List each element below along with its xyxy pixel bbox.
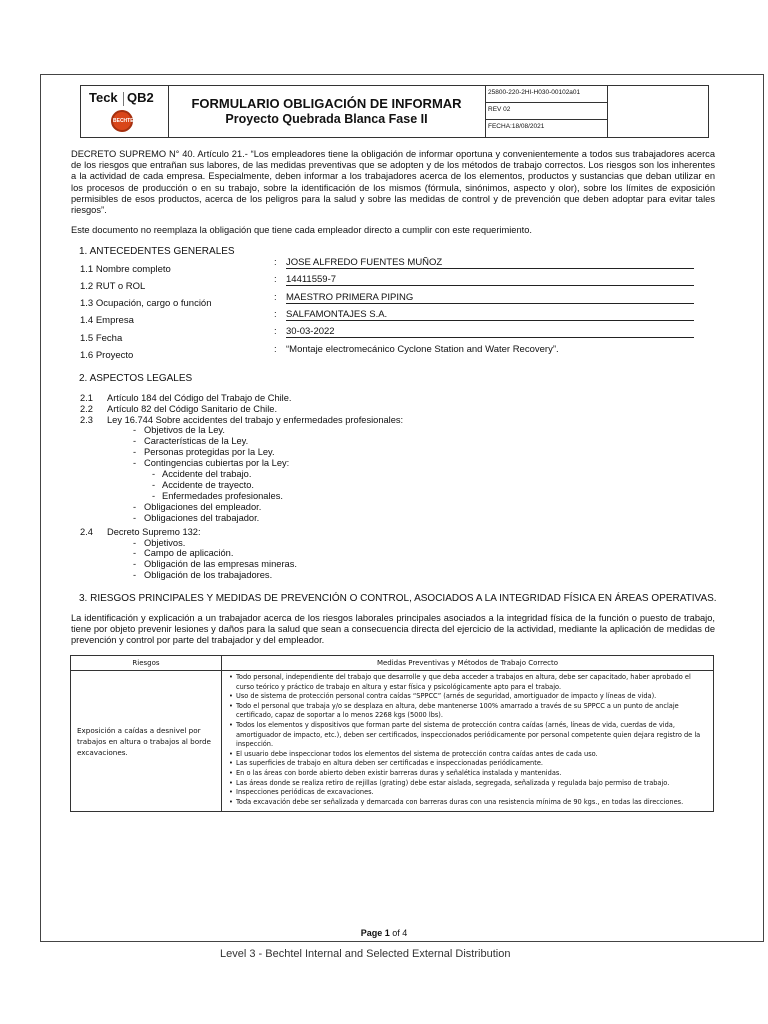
col-medidas: Medidas Preventivas y Métodos de Trabajo Correcto xyxy=(222,656,714,671)
legal-item: Decreto Supremo 132: xyxy=(107,527,201,537)
field-label: 1.5 Fecha xyxy=(80,333,123,344)
field-value-cargo: MAESTRO PRIMERA PIPING xyxy=(286,292,694,304)
document-subtitle: Proyecto Quebrada Blanca Fase II xyxy=(225,112,428,126)
legal-item: Artículo 184 del Código del Trabajo de Chile. xyxy=(107,393,292,403)
dash-bullet: - xyxy=(133,548,137,558)
title-cell xyxy=(168,86,486,137)
qb2-logo: QB2 xyxy=(127,90,154,105)
list-item: Personas protegidas por la Ley. xyxy=(144,447,275,457)
dash-bullet: - xyxy=(152,469,156,479)
decreto-paragraph: DECRETO SUPREMO N° 40. Artículo 21.- “Los empleadores tiene la obligación de informar oportuna y convenientemente a todos sus trabajadores acerca de los riesgos que entrañan sus labores, de las medidas preventivas que se adopten y de los métodos de trabajo correctos. Los riesgos son los inherentes a la actividad de cada empresa. Especialmente, deben informar a los trabajadores acerca de los elementos, productos y sustancias que deban utilizar en los procesos de producción o en su trabajo, sobre la identificación de los mismos (fórmula, sinónimos, aspecto y olor), sobre los límites de exposición permisibles de esos productos, acerca de los peligros para la salud y sobre las medidas de control y de prevención que deben adoptar para evitar tales riesgos”. xyxy=(71,149,715,216)
field-label: 1.3 Ocupación, cargo o función xyxy=(80,298,212,309)
field-value-proyecto: “Montaje electromecánico Cyclone Station and Water Recovery”. xyxy=(286,344,559,355)
list-item: Enfermedades profesionales. xyxy=(162,491,283,501)
dash-bullet: - xyxy=(133,538,137,548)
item-number: 2.3 xyxy=(80,415,93,425)
document-title: FORMULARIO OBLIGACIÓN DE INFORMAR xyxy=(191,96,462,111)
table-header-row xyxy=(71,656,714,671)
field-colon: : xyxy=(274,309,277,320)
dash-bullet: - xyxy=(133,559,137,569)
document-header xyxy=(80,85,709,138)
doc-date: FECHA:18/08/2021 xyxy=(488,123,545,130)
field-colon: : xyxy=(274,292,277,303)
page-word: Page xyxy=(360,928,383,938)
list-item: Características de la Ley. xyxy=(144,436,249,446)
list-item: Contingencias cubiertas por la Ley: xyxy=(144,458,290,468)
list-item: Objetivos de la Ley. xyxy=(144,425,225,435)
page-footer xyxy=(0,928,768,938)
dash-bullet: - xyxy=(152,480,156,490)
logo-cell xyxy=(81,86,169,137)
list-item: Accidente de trayecto. xyxy=(162,480,254,490)
field-colon: : xyxy=(274,344,277,355)
list-item: Objetivos. xyxy=(144,538,186,548)
field-label: 1.1 Nombre completo xyxy=(80,264,171,275)
page-total: of 4 xyxy=(392,928,408,938)
measure-item: • Las áreas donde se realiza retiro de rejillas (grating) debe estar aislada, segregada, señalizada y regulada bajo permiso de trabajo. xyxy=(230,779,709,789)
measure-item: • Inspecciones periódicas de excavaciones. xyxy=(230,788,709,798)
item-number: 2.4 xyxy=(80,527,93,537)
riesgos-intro: La identificación y explicación a un trabajador acerca de los riesgos laborales principales asociados a la integridad física de la función o puesto de trabajo, tiene por objeto prevenir lesiones y daños para la salud que sean a consecuencia directa del ejercicio de la actividad, mediante la aplicación de medidas de prevención y control por parte del trabajador y del empleador. xyxy=(71,613,715,646)
legal-item: Artículo 82 del Código Sanitario de Chile. xyxy=(107,404,278,414)
list-item: Obligación de las empresas mineras. xyxy=(144,559,297,569)
field-value-fecha: 30-03-2022 xyxy=(286,326,694,338)
field-value-empresa: SALFAMONTAJES S.A. xyxy=(286,309,694,321)
dash-bullet: - xyxy=(133,425,137,435)
list-item: Campo de aplicación. xyxy=(144,548,234,558)
dash-bullet: - xyxy=(133,513,137,523)
measures-list xyxy=(222,671,713,811)
nota-paragraph: Este documento no reemplaza la obligación que tiene cada empleador directo a cumplir con este requerimiento. xyxy=(71,225,532,235)
field-colon: : xyxy=(274,326,277,337)
dash-bullet: - xyxy=(133,502,137,512)
logo-separator xyxy=(123,92,124,106)
bechtel-seal-icon: BECHTEL xyxy=(111,110,133,132)
field-colon: : xyxy=(274,257,277,268)
list-item: Obligación de los trabajadores. xyxy=(144,570,273,580)
legal-item: Ley 16.744 Sobre accidentes del trabajo y enfermedades profesionales: xyxy=(107,415,404,425)
item-number: 2.1 xyxy=(80,393,93,403)
measure-item: • Las superficies de trabajo en altura deben ser certificadas e inspeccionadas periódicamente. xyxy=(230,759,709,769)
measure-item: • Todos los elementos y dispositivos que forman parte del sistema de protección contra caídas (arnés, líneas de vida, cuerdas de vida, amortiguador de impacto, etc.), deben ser certificados, inspeccionados periódicamente por personal competente quien dejara registro de la inspección. xyxy=(230,721,709,750)
revision: REV 02 xyxy=(485,103,607,120)
list-item: Obligaciones del trabajador. xyxy=(144,513,260,523)
measure-item: • El usuario debe inspeccionar todos los elementos del sistema de protección contra caídas antes de cada uso. xyxy=(230,750,709,760)
field-value-rut: 14411559-7 xyxy=(286,274,694,286)
measure-item: • Todo el personal que trabaja y/o se desplaza en altura, debe mantenerse 100% amarrado a través de su SPPCC a un punto de anclaje certificado, capaz de soportar a lo menos 2268 kgs (5000 lbs). xyxy=(230,702,709,721)
field-label: 1.4 Empresa xyxy=(80,315,134,326)
field-label: 1.2 RUT o ROL xyxy=(80,281,146,292)
risk-cell: Exposición a caídas a desnivel por trabajos en altura o trabajos al borde excavaciones. xyxy=(71,671,222,812)
measure-item: • En o las áreas con borde abierto deben existir barreras duras y señalética instalada y mantenidas. xyxy=(230,769,709,779)
distribution-notice: Level 3 - Bechtel Internal and Selected External Distribution xyxy=(220,948,511,960)
dash-bullet: - xyxy=(133,570,137,580)
field-label: 1.6 Proyecto xyxy=(80,350,134,361)
table-row xyxy=(71,671,714,812)
item-number: 2.2 xyxy=(80,404,93,414)
field-value-nombre: JOSE ALFREDO FUENTES MUÑOZ xyxy=(286,257,694,269)
dash-bullet: - xyxy=(152,491,156,501)
dash-bullet: - xyxy=(133,436,137,446)
dash-bullet: - xyxy=(133,458,137,468)
col-riesgos: Riesgos xyxy=(71,656,222,671)
list-item: Obligaciones del empleador. xyxy=(144,502,262,512)
antecedentes-heading: 1. ANTECEDENTES GENERALES xyxy=(79,246,235,257)
doc-code: 25800-220-2HI-H030-00102a01 xyxy=(485,86,607,103)
meta-cell xyxy=(485,86,608,137)
teck-logo: Teck xyxy=(89,90,118,105)
measures-cell xyxy=(222,671,714,812)
dash-bullet: - xyxy=(133,447,137,457)
page-number: 1 xyxy=(384,928,390,938)
risk-table xyxy=(70,655,714,812)
measure-item: • Todo personal, independiente del trabajo que desarrolle y que deba acceder a trabajos en altura, debe ser capacitado, haber aprobado el curso teórico y práctico de trabajo en altura y estar física y psicológicamente apto para el trabajo. xyxy=(230,673,709,692)
list-item: Accidente del trabajo. xyxy=(162,469,252,479)
measure-item: • Toda excavación debe ser señalizada y demarcada con barreras duras con una resistencia mínima de 90 kgs., en todas las direcciones. xyxy=(230,798,709,808)
measure-item: • Uso de sistema de protección personal contra caídas “SPPCC” (arnés de seguridad, amortiguador de impacto y líneas de vida). xyxy=(230,692,709,702)
field-colon: : xyxy=(274,274,277,285)
legales-heading: 2. ASPECTOS LEGALES xyxy=(79,373,193,384)
riesgos-heading: 3. RIESGOS PRINCIPALES Y MEDIDAS DE PREVENCIÓN O CONTROL, ASOCIADOS A LA INTEGRIDAD FÍSICA EN ÁREAS OPERATIVAS. xyxy=(79,593,717,604)
